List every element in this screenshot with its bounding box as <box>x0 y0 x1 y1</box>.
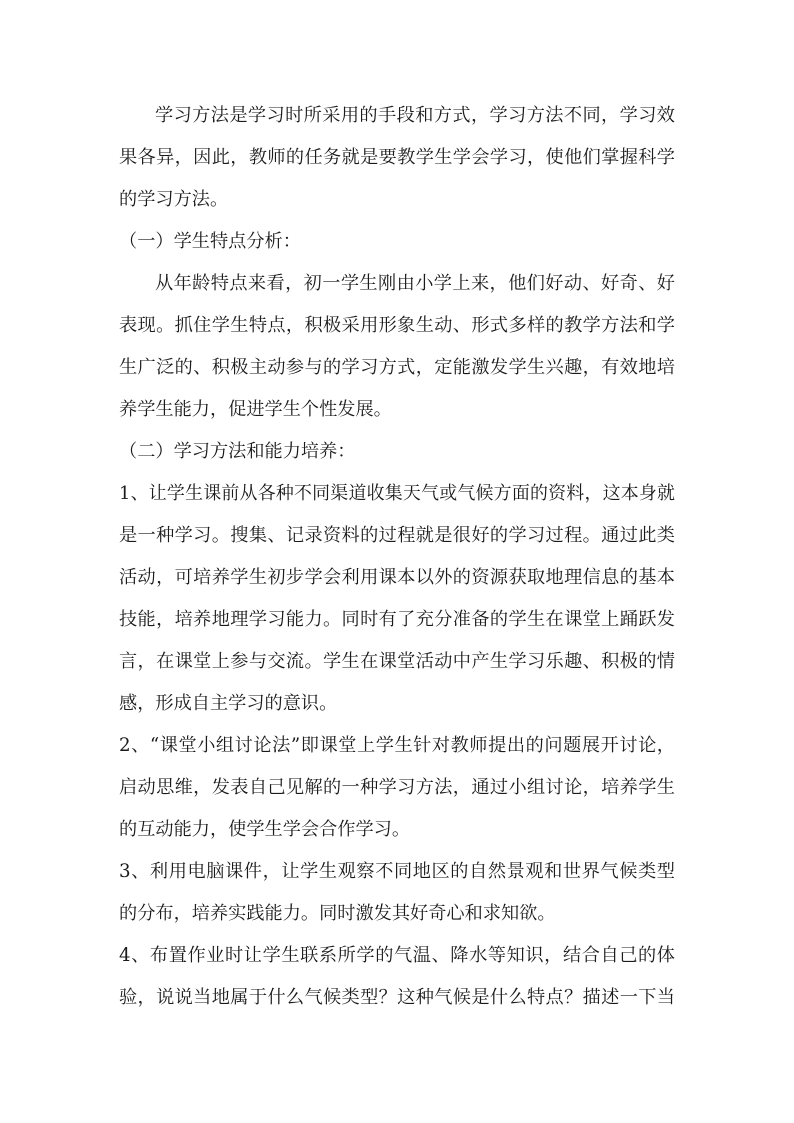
list-item-line: 4、布置作业时让学生联系所学的气温、降水等知识，结合自己的体 <box>119 945 675 966</box>
list-item-line: 技能，培养地理学习能力。同时有了充分准备的学生在课堂上踊跃发 <box>119 609 675 630</box>
list-item-line: 验，说说当地属于什么气候类型？这种气候是什么特点？描述一下当 <box>119 987 675 1008</box>
section-heading: （一）学生特点分析： <box>119 231 301 252</box>
section-heading: （二）学习方法和能力培养： <box>119 441 356 462</box>
list-item-line: 感，形成自主学习的意识。 <box>119 693 338 714</box>
list-item-line: 2、“课堂小组讨论法”即课堂上学生针对教师提出的问题展开讨论， <box>119 735 675 756</box>
paragraph-line: 学习方法是学习时所采用的手段和方式，学习方法不同，学习效 <box>155 105 675 126</box>
paragraph-line: 从年龄特点来看，初一学生刚由小学上来，他们好动、好奇、好 <box>155 273 675 294</box>
list-item-line: 的分布，培养实践能力。同时激发其好奇心和求知欲。 <box>119 903 556 924</box>
list-item-line: 启动思维，发表自己见解的一种学习方法，通过小组讨论，培养学生 <box>119 777 675 798</box>
list-item-line: 活动，可培养学生初步学会利用课本以外的资源获取地理信息的基本 <box>119 567 675 588</box>
paragraph-line: 果各异，因此，教师的任务就是要教学生学会学习，使他们掌握科学 <box>119 147 675 168</box>
list-item-line: 言，在课堂上参与交流。学生在课堂活动中产生学习乐趣、积极的情 <box>119 651 675 672</box>
paragraph-line: 表现。抓住学生特点，积极采用形象生动、形式多样的教学方法和学 <box>119 315 675 336</box>
paragraph-line: 养学生能力，促进学生个性发展。 <box>119 399 392 420</box>
list-item-line: 的互动能力，使学生学会合作学习。 <box>119 819 411 840</box>
paragraph-line: 的学习方法。 <box>119 189 229 210</box>
list-item-line: 3、利用电脑课件，让学生观察不同地区的自然景观和世界气候类型 <box>119 861 675 882</box>
paragraph-line: 生广泛的、积极主动参与的学习方式，定能激发学生兴趣，有效地培 <box>119 357 675 378</box>
list-item-line: 是一种学习。搜集、记录资料的过程就是很好的学习过程。通过此类 <box>119 525 675 546</box>
list-item-line: 1、让学生课前从各种不同渠道收集天气或气候方面的资料，这本身就 <box>119 483 675 504</box>
